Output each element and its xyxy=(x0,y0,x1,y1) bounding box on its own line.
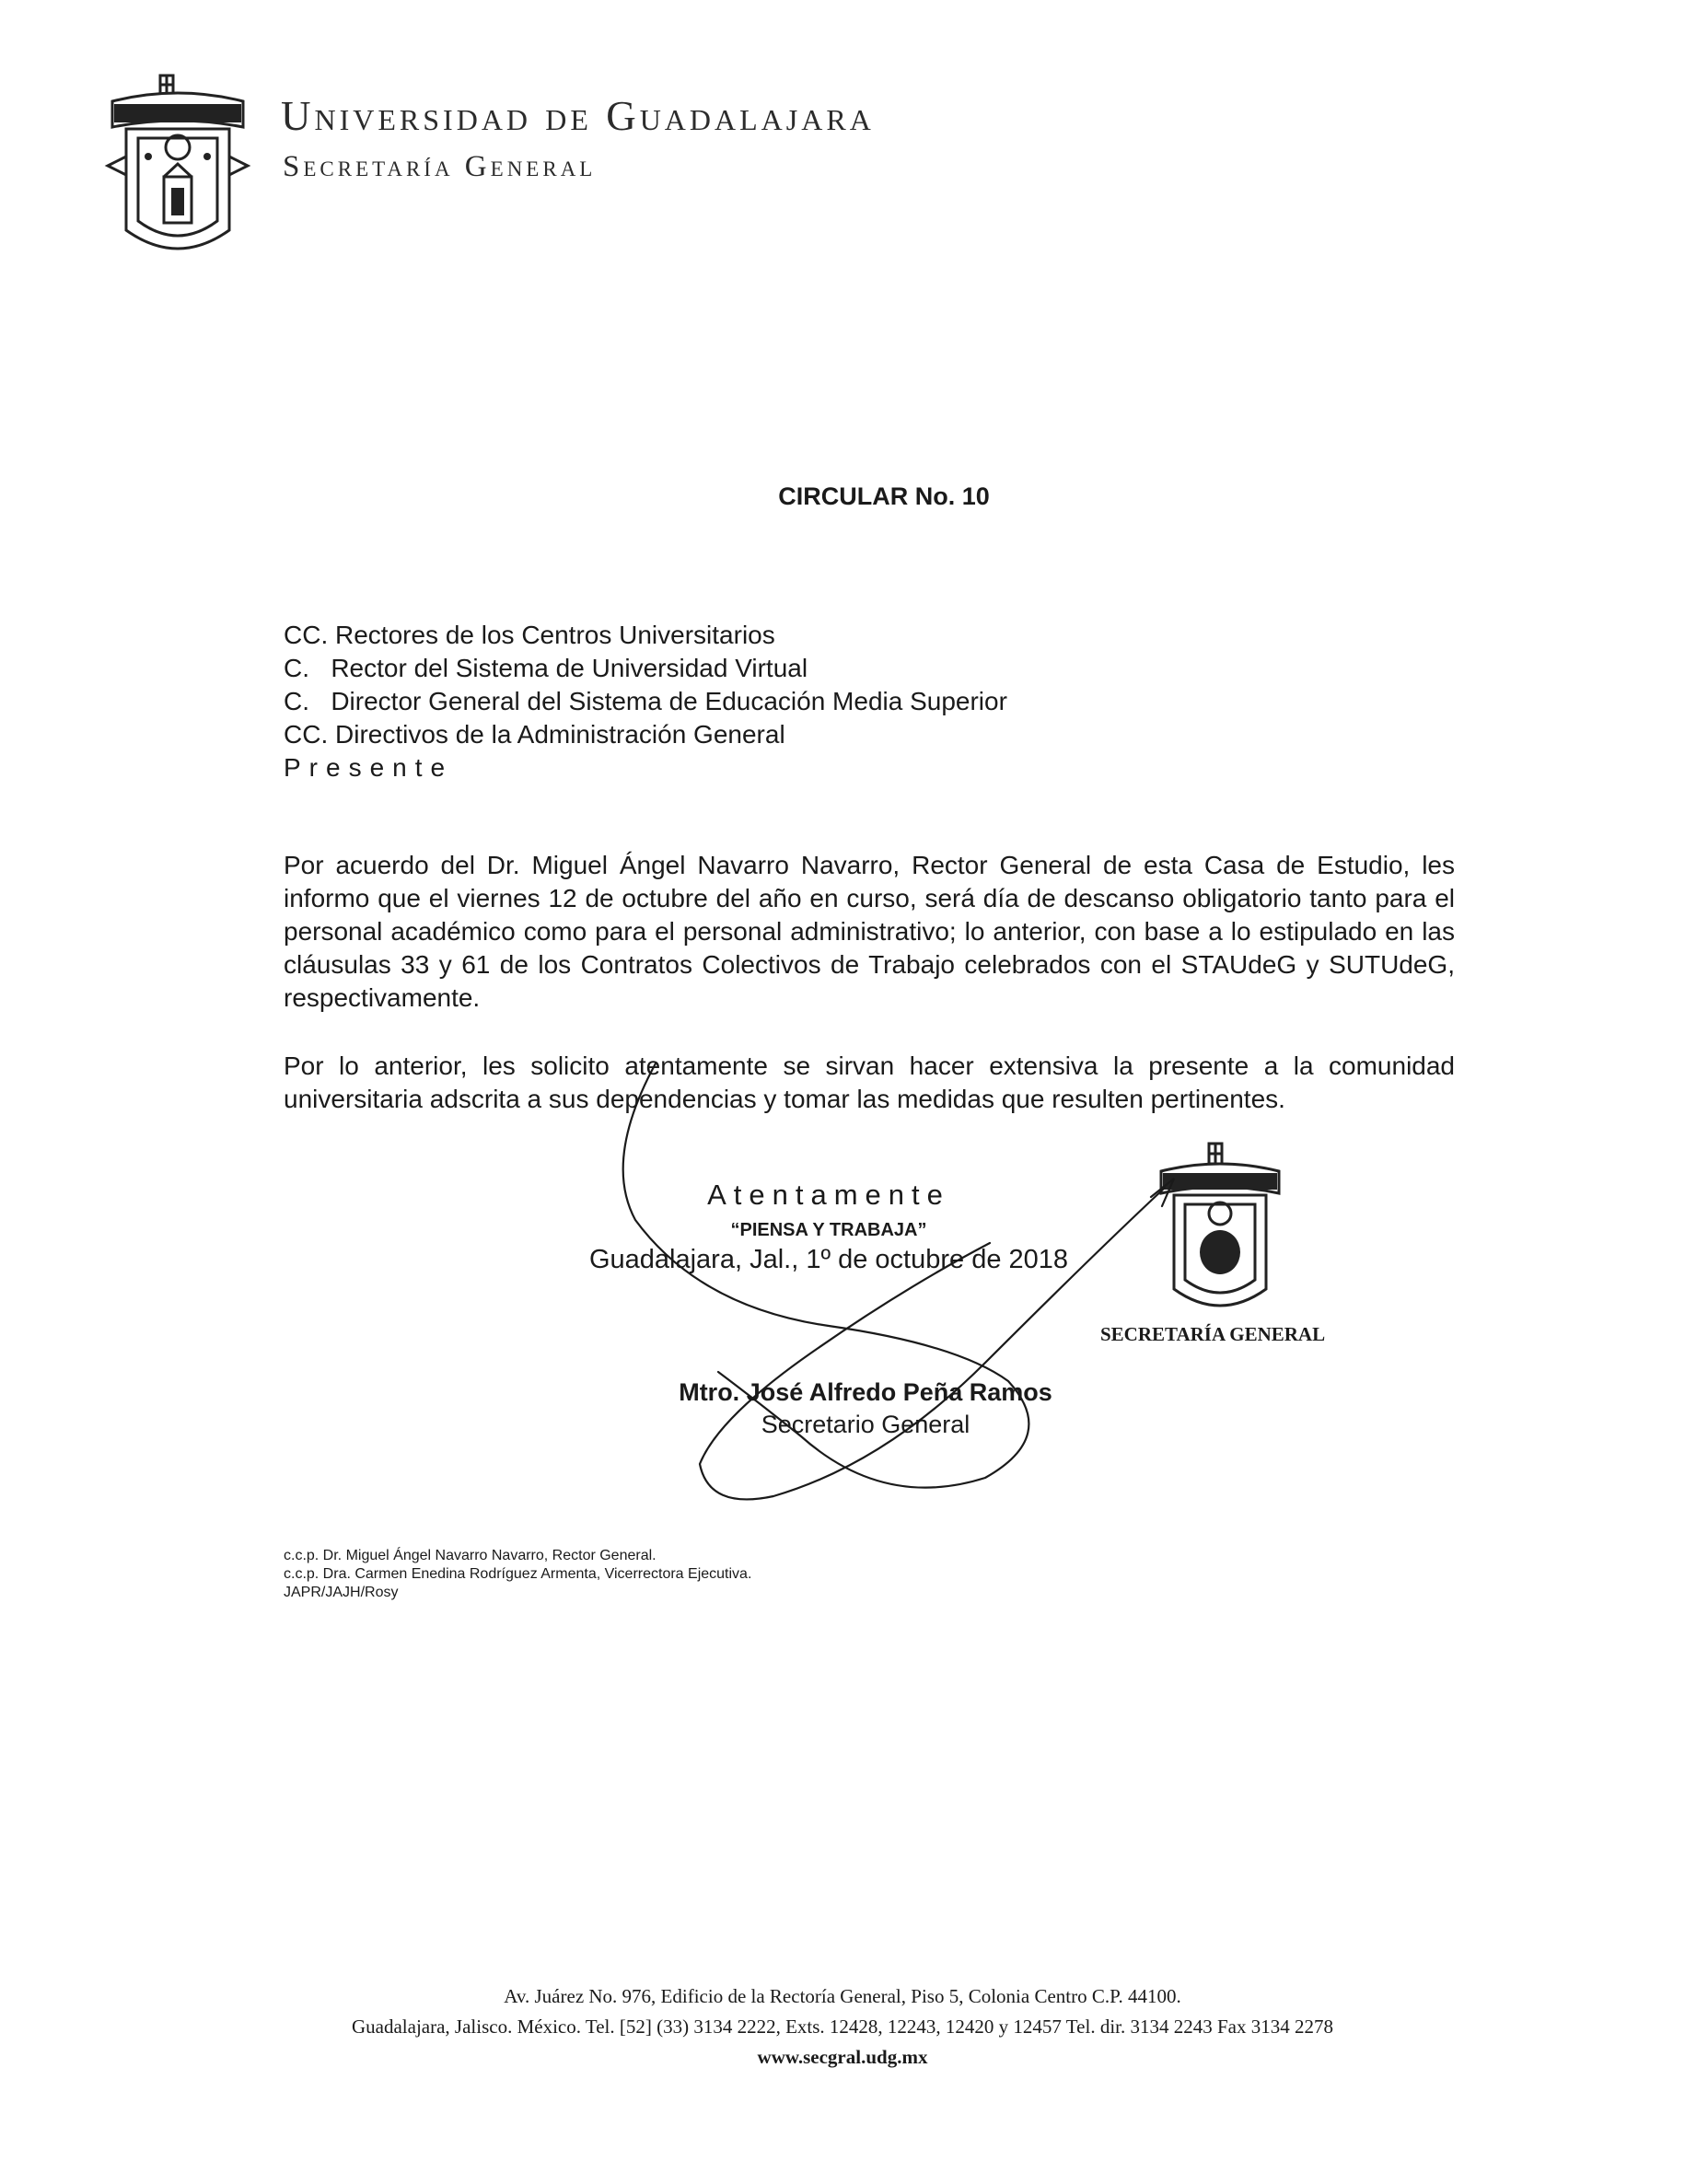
signer-name: Mtro. José Alfredo Peña Ramos xyxy=(679,1378,1052,1406)
addressee-line: CC. Directivos de la Administración General xyxy=(284,720,785,749)
addressee-block xyxy=(284,619,1007,784)
department-name: Secretaría General xyxy=(283,150,597,183)
cc-line: c.c.p. Dra. Carmen Enedina Rodríguez Armenta, Vicerrectora Ejecutiva. xyxy=(284,1566,752,1582)
closing-salutation: Atentamente xyxy=(707,1179,950,1211)
secretaria-stamp-seal xyxy=(1156,1142,1284,1321)
document-title: CIRCULAR No. 10 xyxy=(778,482,990,510)
stamp-label: SECRETARÍA GENERAL xyxy=(1100,1323,1326,1345)
addressee-line: CC. Rectores de los Centros Universitarios xyxy=(284,621,775,649)
addressee-line: C. Rector del Sistema de Universidad Virtual xyxy=(284,654,808,682)
university-seal-logo xyxy=(103,74,252,271)
cc-line: c.c.p. Dr. Miguel Ángel Navarro Navarro, Rector General. xyxy=(284,1548,657,1563)
cc-line: JAPR/JAJH/Rosy xyxy=(284,1585,399,1600)
addressee-line: C. Director General del Sistema de Educación Media Superior xyxy=(284,687,1007,715)
footer-address: Av. Juárez No. 976, Edificio de la Rectoría General, Piso 5, Colonia Centro C.P. 44100. xyxy=(504,1985,1181,2007)
body-paragraph-2: Por lo anterior, les solicito atentamente se sirvan hacer extensiva la presente a la comunidad universitaria adscrita a sus dependencias y tomar las medidas que resulten pertinentes. xyxy=(284,1051,1455,1113)
university-name: Universidad de Guadalajara xyxy=(281,93,875,139)
greeting: Presente xyxy=(284,753,454,782)
place-date: Guadalajara, Jal., 1º de octubre de 2018 xyxy=(588,1245,1069,1274)
carbon-copy-block xyxy=(284,1547,751,1602)
footer xyxy=(0,1981,1685,2073)
footer-website-link[interactable]: www.secgral.udg.mx xyxy=(757,2046,928,2068)
signer-title: Secretario General xyxy=(761,1411,970,1438)
body-paragraph-1: Por acuerdo del Dr. Miguel Ángel Navarro Navarro, Rector General de esta Casa de Estudio, les informo que el viernes 12 de octubre del año en curso, será día de descanso obligatorio tanto para el personal académico como para el personal administrativo; lo anterior, con base a lo estipulado en las cláusulas 33 y 61 de los Contratos Colectivos de Trabajo celebrados con el STAUdeG y SUTUdeG, respectivamente. xyxy=(284,851,1455,1012)
motto: “PIENSA Y TRABAJA” xyxy=(730,1220,927,1240)
footer-contact: Guadalajara, Jalisco. México. Tel. [52] (33) 3134 2222, Exts. 12428, 12243, 12420 y 12457 Tel. dir. 3134 2243 Fax 3134 2278 xyxy=(352,2016,1333,2038)
